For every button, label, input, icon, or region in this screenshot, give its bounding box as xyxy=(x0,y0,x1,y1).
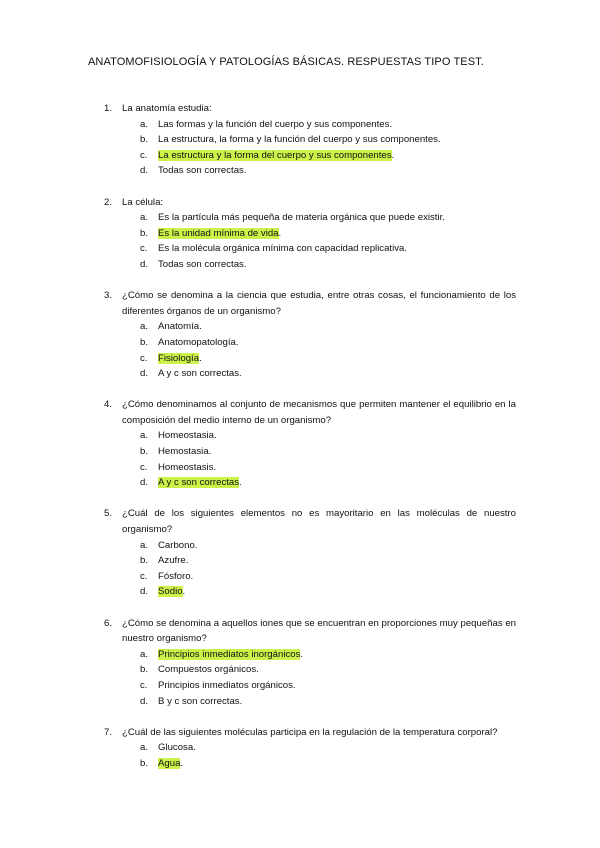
option-trailing-period: . xyxy=(182,586,186,598)
option-text: Es la partícula más pequeña de materia orgánica que puede existir. xyxy=(158,212,445,224)
option-text: B y c son correctas. xyxy=(158,695,243,707)
question-text xyxy=(0,288,600,319)
option-letter: c. xyxy=(140,461,148,473)
option-trailing-period: . xyxy=(278,227,282,239)
option-letter: b. xyxy=(140,757,149,769)
answer-options xyxy=(0,117,600,179)
option-letter: b. xyxy=(140,134,149,146)
option-trailing-period: . xyxy=(391,149,395,161)
option-letter: b. xyxy=(140,446,149,458)
answer-option xyxy=(0,366,600,382)
option-text: Glucosa. xyxy=(158,742,196,754)
correct-answer-highlight: Fisiología xyxy=(158,352,200,364)
option-letter: c. xyxy=(140,570,148,582)
question-stem: ¿Cómo se denomina a la ciencia que estudia, entre otras cosas, el funcionamiento de los diferentes órganos de un organismo? xyxy=(122,290,516,317)
question-text xyxy=(0,397,600,428)
answer-options xyxy=(0,538,600,600)
answer-option xyxy=(0,647,600,663)
question-stem: ¿Cómo denominamos al conjunto de mecanismos que permiten mantener el equilibrio en la composición del medio interno de un organismo? xyxy=(122,399,516,426)
option-text: A y c son correctas. xyxy=(158,368,242,380)
answer-options xyxy=(0,647,600,709)
answer-options xyxy=(0,428,600,490)
question-number: 5. xyxy=(104,508,113,520)
question-number: 2. xyxy=(104,196,113,208)
question-text xyxy=(0,195,600,211)
question-3 xyxy=(0,288,600,382)
question-number: 3. xyxy=(104,290,113,302)
question-4 xyxy=(0,397,600,491)
option-text: La estructura, la forma y la función del cuerpo y sus componentes. xyxy=(158,134,441,146)
question-5 xyxy=(0,506,600,600)
question-number: 1. xyxy=(104,103,113,114)
option-letter: c. xyxy=(140,352,148,364)
option-letter: d. xyxy=(140,368,149,380)
page-title: ANATOMOFISIOLOGÍA Y PATOLOGÍAS BÁSICAS. RESPUESTAS TIPO TEST. xyxy=(88,56,484,68)
option-letter: a. xyxy=(140,430,149,442)
answer-option xyxy=(0,475,600,491)
option-letter: b. xyxy=(140,336,149,348)
option-letter: b. xyxy=(140,227,149,239)
correct-answer-highlight: Es la unidad mínima de vida xyxy=(158,227,279,239)
option-text: Homeostasia. xyxy=(158,430,217,442)
option-letter: a. xyxy=(140,539,149,551)
answer-option xyxy=(0,460,600,476)
option-letter: c. xyxy=(140,243,148,255)
question-number: 6. xyxy=(104,617,113,629)
option-text: Fósforo. xyxy=(158,570,194,582)
question-stem: ¿Cuál de los siguientes elementos no es mayoritario en las moléculas de nuestro organismo? xyxy=(122,508,516,536)
answer-option xyxy=(0,662,600,678)
option-letter: d. xyxy=(140,258,149,270)
answer-option xyxy=(0,553,600,569)
answer-options xyxy=(0,210,600,272)
answer-option xyxy=(0,444,600,460)
option-trailing-period: . xyxy=(239,477,242,489)
answer-option xyxy=(0,694,600,710)
option-trailing-period: . xyxy=(199,352,202,364)
answer-option xyxy=(0,132,600,148)
correct-answer-highlight: Agua xyxy=(158,757,181,769)
answer-option xyxy=(0,756,600,772)
question-list xyxy=(0,101,600,787)
question-text xyxy=(0,616,600,647)
correct-answer-highlight: Principios inmediatos inorgánicos xyxy=(158,648,301,660)
option-letter: b. xyxy=(140,555,149,567)
option-text: Carbono. xyxy=(158,539,198,551)
question-stem: ¿Cómo se denomina a aquellos iones que se encuentran en proporciones muy pequeñas en nuestro organismo? xyxy=(122,617,516,645)
question-1 xyxy=(0,101,600,179)
answer-option xyxy=(0,335,600,351)
option-letter: d. xyxy=(140,477,149,489)
option-letter: a. xyxy=(140,212,149,224)
question-text xyxy=(0,506,600,537)
option-text: Todas son correctas. xyxy=(158,258,247,270)
question-number: 4. xyxy=(104,399,113,411)
option-letter: c. xyxy=(140,679,148,691)
answer-option xyxy=(0,678,600,694)
question-2 xyxy=(0,195,600,273)
answer-options xyxy=(0,740,600,771)
option-text: Compuestos orgánicos. xyxy=(158,664,259,676)
answer-option xyxy=(0,740,600,756)
answer-option xyxy=(0,163,600,179)
answer-option xyxy=(0,257,600,273)
answer-option xyxy=(0,117,600,133)
option-text: Anatomopatología. xyxy=(158,336,239,348)
option-trailing-period: . xyxy=(300,648,304,660)
option-letter: d. xyxy=(140,165,149,177)
answer-option xyxy=(0,428,600,444)
answer-option xyxy=(0,226,600,242)
option-text: Hemostasia. xyxy=(158,446,212,458)
question-text xyxy=(0,725,600,741)
correct-answer-highlight: Sodio xyxy=(158,586,183,598)
question-stem: ¿Cuál de las siguientes moléculas participa en la regulación de la temperatura corporal? xyxy=(122,726,498,738)
option-text: Todas son correctas. xyxy=(158,165,247,177)
answer-option xyxy=(0,210,600,226)
question-number: 7. xyxy=(104,726,113,738)
question-text xyxy=(0,101,600,117)
option-trailing-period: . xyxy=(180,757,184,769)
answer-option xyxy=(0,538,600,554)
option-text: Las formas y la función del cuerpo y sus componentes. xyxy=(158,118,393,130)
answer-option xyxy=(0,569,600,585)
answer-option xyxy=(0,241,600,257)
option-text: Homeostasis. xyxy=(158,461,217,473)
option-text: Azufre. xyxy=(158,555,189,567)
correct-answer-highlight: A y c son correctas xyxy=(158,477,240,489)
option-letter: b. xyxy=(140,664,149,676)
question-stem: La célula: xyxy=(122,196,164,208)
answer-option xyxy=(0,319,600,335)
option-letter: a. xyxy=(140,648,149,660)
option-letter: a. xyxy=(140,742,149,754)
option-text: Anatomía. xyxy=(158,321,202,333)
question-stem: La anatomía estudia: xyxy=(122,103,212,114)
answer-option xyxy=(0,351,600,367)
answer-option xyxy=(0,584,600,600)
option-letter: d. xyxy=(140,695,149,707)
option-letter: c. xyxy=(140,149,148,161)
correct-answer-highlight: La estructura y la forma del cuerpo y sus componentes xyxy=(158,149,392,161)
option-text: Principios inmediatos orgánicos. xyxy=(158,679,296,691)
option-letter: a. xyxy=(140,118,149,130)
answer-option xyxy=(0,148,600,164)
question-7 xyxy=(0,725,600,772)
question-6 xyxy=(0,616,600,710)
option-letter: d. xyxy=(140,586,149,598)
option-text: Es la molécula orgánica mínima con capacidad replicativa. xyxy=(158,243,408,255)
answer-options xyxy=(0,319,600,381)
option-letter: a. xyxy=(140,321,149,333)
